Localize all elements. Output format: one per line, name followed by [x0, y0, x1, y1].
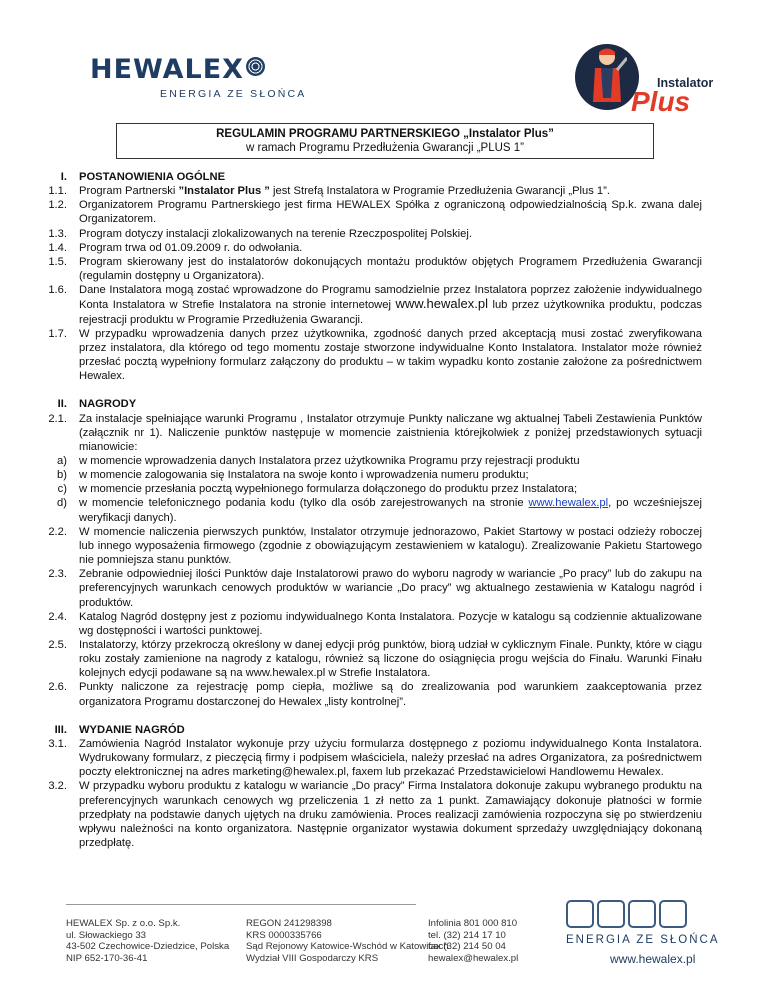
section-heading: III. WYDANIE NAGRÓD [54, 723, 185, 736]
paragraph-2-1: 2.1. Za instalacje spełniające warunki Programu , Instalator otrzymuje Punkty naliczane wg aktualnej Tabeli Zestawienia Punktów (załącznik nr 1). Naliczenie punktów następuje w momencie zaistnienia którejkolwiek z poniżej przedstawionych sytuacji mianowicie: [48, 412, 702, 453]
sun-icon [246, 57, 265, 76]
list-item-d: d) w momencie telefonicznego podania kodu (tylko dla osób zarejestrowanych na stronie www.hewalex.pl, po wcześniejszej weryfikacji danych). [57, 497, 702, 524]
heat-pump-icon [597, 900, 625, 928]
footer-product-icons [566, 900, 688, 930]
footer-company-info: HEWALEX Sp. z o.o. Sp.k. ul. Słowackiego 33 43-502 Czechowice-Dziedzice, Polska NIP 652-170-36-41 [66, 918, 230, 964]
footer-contact-info: Infolinia 801 000 810 tel. (32) 214 17 10 fax (32) 214 50 04 hewalex@hewalex.pl [428, 918, 519, 964]
section-heading: I. POSTANOWIENIA OGÓLNE [60, 171, 226, 183]
paragraph-1-1: 1.1. Program Partnerski ”Instalator Plus ” jest Strefą Instalatora w Programie Przedłużenia Gwarancji „Plus 1”. [48, 185, 610, 198]
document-title-box [116, 123, 654, 159]
logo-tagline: ENERGIA ZE SŁOŃCA [160, 88, 307, 100]
photovoltaic-icon [659, 900, 687, 928]
list-item-a: a) w momencie wprowadzenia danych Instalatora przez użytkownika Programu przy rejestracji produktu [57, 454, 580, 467]
footer-slogan: ENERGIA ZE SŁOŃCA [566, 934, 720, 946]
paragraph-3-1: 3.1. Zamówienia Nagród Instalator wykonuje przy użyciu formularza dostępnego z poziomu indywidualnego Konta Instalatora. Wydrukowany formularz, z pieczęcią firmy i podpisem właściciela, należy przesłać na adres Organizatora, za pośrednictwem poczty elektronicznej na adres marketing@hewalex.pl, faxem lub przekazać Przedstawicielowi Handlowemu Hewalex. [48, 737, 702, 779]
paragraph-1-7: 1.7. W przypadku wprowadzenia danych przez użytkownika, zgodność danych przed akceptacją musi zostać zweryfikowana przez instalatora, dla którego od tego momentu zostaje stworzone indywidualne Konto Instalatora. Instalator może również przesłać pocztą wypełniony formularz załączony do produktu – w takim wypadku konto zostanie założone za pośrednictwem Hewalex. [48, 327, 702, 383]
paragraph-1-6: 1.6. Dane Instalatora mogą zostać wprowadzone do Programu samodzielnie przez Instalatora poprzez założenie indywidualnego Konta Instalatora w Strefie Instalatora na stronie internetowej www.hewalex.pl lub przez użytkownika produktu, podczas rejestracji produktu w Programie Przedłużenia Gwarancji. [48, 284, 702, 326]
regulations-body [0, 170, 768, 850]
paragraph-2-5: 2.5. Instalatorzy, którzy przekroczą określony w danej edycji próg punktów, biorą udział w cyklicznym Finale. Punkty, które w ciągu roku zostały zamienione na nagrody z katalogu, również są liczone do osiągnięcia progu wejścia do Finału. Warunki Finału kolejnych edycji podawane są na www.hewalex.pl w Strefie Instalatora. [48, 639, 702, 680]
footer-website[interactable]: www.hewalex.pl [610, 952, 696, 966]
document-title: REGULAMIN PROGRAMU PARTNERSKIEGO „Instalator Plus” [216, 128, 554, 140]
paragraph-1-2: 1.2. Organizatorem Programu Partnerskiego jest firma HEWALEX Spółka z ograniczoną odpowiedzialnością Sp.k. zwana dalej Organizatorem. [48, 199, 702, 226]
hewalex-logo [90, 54, 307, 100]
solar-collector-icon [566, 900, 594, 928]
paragraph-1-3: 1.3. Program dotyczy instalacji zlokalizowanych na terenie Rzeczpospolitej Polskiej. [48, 227, 472, 240]
document-subtitle: w ramach Programu Przedłużenia Gwarancji „PLUS 1” [245, 142, 525, 154]
footer-divider [66, 904, 416, 905]
section-heading: II. NAGRODY [57, 398, 137, 411]
footer-registry-info: REGON 241298398 KRS 0000335766 Sąd Rejonowy Katowice-Wschód w Katowicach Wydział VIII Gospodarczy KRS [246, 918, 449, 964]
logo-wordmark: HEWALEX [90, 54, 244, 85]
paragraph-2-6: 2.6. Punkty naliczone za rejestrację pomp ciepła, możliwe są do zrealizowania pod warunkiem zaakceptowania przez organizatora Programu dostarczonej do Hewalex „listy kontrolnej”. [48, 681, 702, 708]
controller-icon [628, 900, 656, 928]
list-item-c: c) w momencie przesłania pocztą wypełnionego formularza dołączonego do produktu przez Instalatora; [57, 483, 578, 496]
paragraph-1-4: 1.4. Program trwa od 01.09.2009 r. do odwołania. [48, 241, 303, 254]
paragraph-2-4: 2.4. Katalog Nagród dostępny jest z poziomu indywidualnego Konta Instalatora. Pozycje w katalogu są codziennie aktualizowane wg dostępności i wartości punktowej. [48, 610, 702, 637]
website-link[interactable]: www.hewalex.pl [528, 497, 609, 510]
partner-logo-line1: Instalator [657, 76, 714, 90]
paragraph-2-3: 2.3. Zebranie odpowiedniej ilości Punktów daje Instalatorowi prawo do wyboru nagrody w wariancie „Po pracy” lub do zakupu na preferencyjnych warunkach cenowych produktów w wariancie „Do pracy” wg aktualnego zestawienia w Katalogu nagród i produktów. [48, 568, 702, 609]
paragraph-3-2: 3.2. W przypadku wyboru produktu z katalogu w wariancie „Do pracy” Firma Instalatora dokonuje zakupu wybranego produktu na preferencyjnych warunkach cenowych wg przeliczenia 1 zł netto za 1 punkt. Zamawiający dokonuje płatności w formie przedpłaty na podstawie danych ujętych na druku zamówienia. Proces realizacji zamówienia rozpoczyna się po stwierdzeniu wpływu należności na konto organizatora. Następnie organizator wystawia dokument sprzedaży uwzględniający dokonaną przedpłatę. [48, 780, 702, 850]
partner-logo-line2: Plus [631, 86, 691, 117]
installer-figure-icon [587, 48, 627, 106]
website-text: www.hewalex.pl [395, 296, 488, 312]
paragraph-1-5: 1.5. Program skierowany jest do instalatorów dokonujących montażu produktów objętych Programem Przedłużenia Gwarancji (regulamin dostępny u Organizatora). [48, 255, 702, 283]
list-item-b: b) w momencie zalogowania się Instalatora na swoje konto i wprowadzenia numeru produktu; [57, 469, 529, 482]
instalator-plus-logo [575, 38, 725, 118]
paragraph-2-2: 2.2. W momencie naliczenia pierwszych punktów, Instalator otrzymuje jednorazowo, Pakiet Startowy w postaci odzieży roboczej lub innego wyposażenia firmowego (zgodnie z obowiązującym zestawieniem w katalogu). Zrealizowanie Pakietu Startowego nie pomniejsza stanu punktów. [48, 525, 702, 567]
